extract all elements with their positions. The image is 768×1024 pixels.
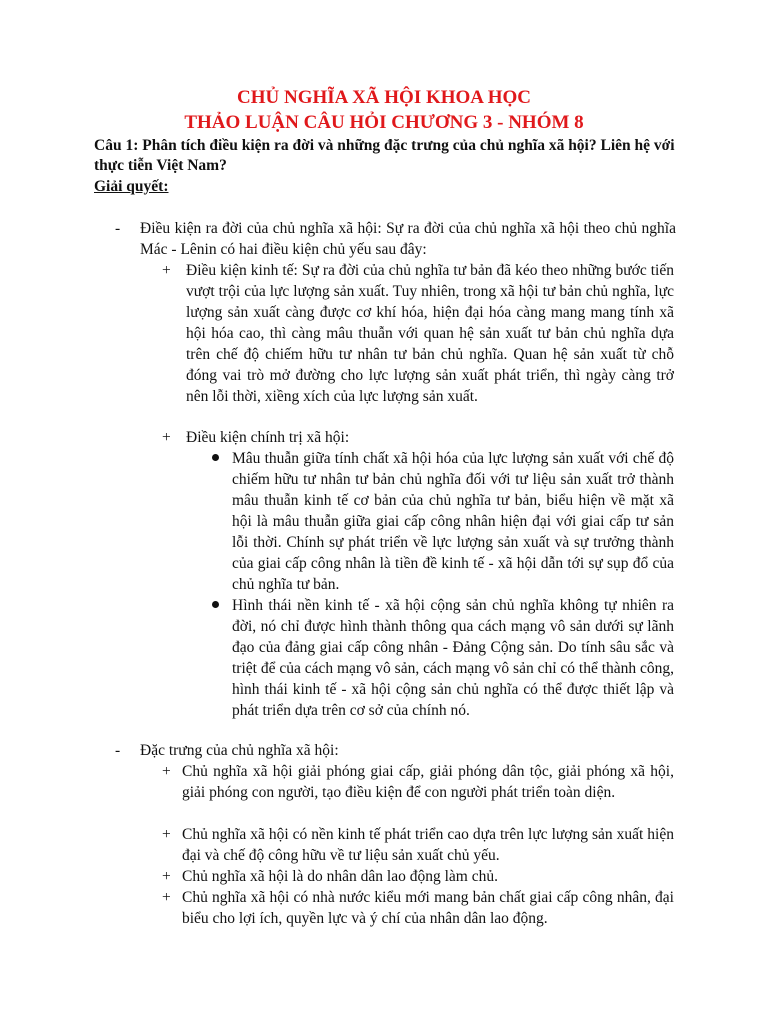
document-title: CHỦ NGHĨA XÃ HỘI KHOA HỌC bbox=[237, 87, 531, 108]
document-subtitle: THẢO LUẬN CÂU HỎI CHƯƠNG 3 - NHÓM 8 bbox=[184, 112, 584, 133]
question-heading: Câu 1: Phân tích điều kiện ra đời và những đặc trưng của chủ nghĩa xã hội? Liên hệ với thực tiễn Việt Nam? bbox=[94, 137, 675, 174]
plus-marker: + bbox=[162, 763, 171, 780]
bullet-icon bbox=[212, 601, 219, 608]
plus-marker: + bbox=[162, 868, 171, 885]
characteristic-item: Chủ nghĩa xã hội có nền kinh tế phát triển cao dựa trên lực lượng sản xuất hiện đại và chế độ công hữu về tư liệu sản xuất chủ yếu. bbox=[182, 826, 674, 864]
plus-marker: + bbox=[162, 429, 171, 446]
dash-marker: - bbox=[115, 220, 121, 237]
political-bullet-2: Hình thái nền kinh tế - xã hội cộng sản chủ nghĩa không tự nhiên ra đời, nó chỉ được hình thành thông qua cách mạng vô sản dưới sự lãnh đạo của đảng giai cấp công nhân - Đảng Cộng sản. Do tính sâu sắc và triệt để của cách mạng vô sản, cách mạng vô sản chỉ có thể thành công, hình thái kinh tế - xã hội cộng sản chủ nghĩa có thể được thiết lập và phát triển dựa trên cơ sở của chính nó. bbox=[232, 597, 675, 719]
dash-marker: - bbox=[115, 742, 121, 759]
economic-condition: Điều kiện kinh tế: Sự ra đời của chủ nghĩa tư bản đã kéo theo những bước tiến vượt trội của lực lượng sản xuất. Tuy nhiên, trong xã hội tư bản chủ nghĩa, lực lượng sản xuất càng được cơ khí hóa, hiện đại hóa càng mang mang tính xã hội hóa cao, thì càng mâu thuẫn với quan hệ sản xuất tư bản chủ nghĩa dựa trên chế độ chiếm hữu tư nhân tư bản chủ nghĩa. Quan hệ sản xuất từ chỗ đóng vai trò mở đường cho lực lượng sản xuất phát triển, thì ngày càng trở nên lỗi thời, xiềng xích của lực lượng sản xuất. bbox=[186, 262, 674, 405]
characteristic-item: Chủ nghĩa xã hội giải phóng giai cấp, giải phóng dân tộc, giải phóng xã hội, giải phóng con người, tạo điều kiện để con người phát triển toàn diện. bbox=[182, 763, 674, 801]
plus-marker: + bbox=[162, 262, 171, 279]
plus-marker: + bbox=[162, 889, 171, 906]
bullet-icon bbox=[212, 454, 219, 461]
solve-label: Giải quyết: bbox=[94, 178, 169, 195]
plus-marker: + bbox=[162, 826, 171, 843]
characteristic-item: Chủ nghĩa xã hội là do nhân dân lao động làm chủ. bbox=[182, 868, 498, 885]
political-bullet-1: Mâu thuẫn giữa tính chất xã hội hóa của lực lượng sản xuất với chế độ chiếm hữu tư nhân tư bản chủ nghĩa đối với tư liệu sản xuất trở thành mâu thuẫn kinh tế cơ bản của chủ nghĩa tư bản, biểu hiện về mặt xã hội là mâu thuẫn giữa giai cấp công nhân hiện đại với giai cấp tư sản lỗi thời. Chính sự phát triển về lực lượng sản xuất và sự trưởng thành của giai cấp công nhân là tiền đề kinh tế - xã hội dẫn tới sự sụp đổ của chủ nghĩa tư bản. bbox=[232, 450, 674, 593]
section1-intro: Điều kiện ra đời của chủ nghĩa xã hội: Sự ra đời của chủ nghĩa xã hội theo chủ nghĩa Mác - Lênin có hai điều kiện chủ yếu sau đây: bbox=[140, 220, 676, 258]
political-condition-label: Điều kiện chính trị xã hội: bbox=[186, 429, 350, 446]
characteristic-item: Chủ nghĩa xã hội có nhà nước kiểu mới mang bản chất giai cấp công nhân, đại biểu cho lợi ích, quyền lực và ý chí của nhân dân lao động. bbox=[182, 889, 674, 927]
section2-intro: Đặc trưng của chủ nghĩa xã hội: bbox=[140, 742, 339, 759]
